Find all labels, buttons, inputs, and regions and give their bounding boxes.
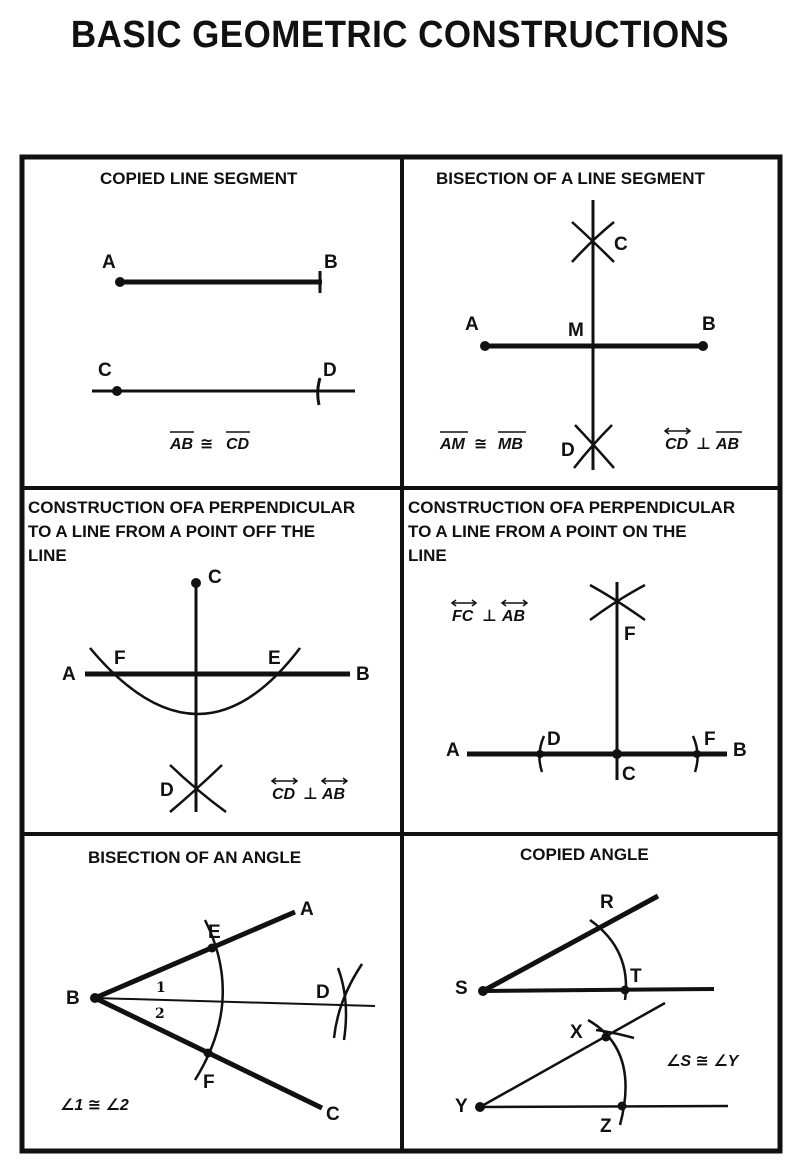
label-s: S (455, 978, 468, 999)
label-a: A (446, 740, 460, 761)
ray-yz (480, 1106, 728, 1107)
label-t: T (630, 966, 642, 987)
relation-left: AM (440, 436, 465, 453)
point-c-dot (112, 386, 122, 396)
label-r: R (600, 892, 614, 913)
relation-right: AB (322, 786, 346, 803)
relation-fc-perp-ab (452, 600, 527, 625)
label-c: C (208, 567, 222, 588)
panel-perp-off-line (28, 498, 370, 812)
panel-heading: COPIED ANGLE (520, 845, 649, 864)
panel-copied-angle (455, 845, 740, 1137)
angle-number-1: 1 (156, 980, 166, 996)
page-title: BASIC GEOMETRIC CONSTRUCTIONS (70, 14, 730, 56)
point-c-dot (612, 749, 622, 759)
relation-left: CD (665, 436, 689, 453)
label-e: E (268, 648, 281, 669)
relation-right: CD (226, 436, 250, 453)
relation-cd-perp-ab (272, 778, 347, 803)
label-e: E (208, 922, 221, 943)
label-f-top: F (624, 624, 636, 645)
relation-right: MB (498, 436, 523, 453)
label-b: B (66, 988, 80, 1009)
label-z: Z (600, 1116, 612, 1137)
panel-grid (22, 157, 780, 1151)
label-a: A (465, 314, 479, 335)
label-a: A (102, 252, 116, 273)
relation-op: ≅ (200, 436, 214, 453)
relation-angles: ∠S ≅ ∠Y (666, 1053, 739, 1070)
panel-heading-line-2: TO A LINE FROM A POINT OFF THE (28, 522, 316, 541)
relation-ab-cd (169, 432, 250, 453)
label-d: D (323, 360, 337, 381)
point-b-dot (698, 341, 708, 351)
label-b: B (324, 252, 338, 273)
label-a: A (62, 664, 76, 685)
label-b: B (733, 740, 747, 761)
relation-am-mb (439, 432, 526, 453)
ray-ba (95, 912, 295, 998)
label-f: F (114, 648, 126, 669)
relation-op: ⊥ (303, 786, 318, 803)
relation-op: ≅ (474, 436, 488, 453)
panel-bisect-segment (436, 169, 742, 470)
label-y: Y (455, 1096, 468, 1117)
panel-heading-line-3: LINE (28, 546, 67, 565)
panel-perp-on-line (408, 498, 747, 785)
label-d: D (316, 982, 330, 1003)
panel-heading-line-1: CONSTRUCTION OFA PERPENDICULAR (28, 498, 356, 517)
point-a-dot (480, 341, 490, 351)
relation-op: ⊥ (482, 608, 497, 625)
relation-left: FC (452, 608, 474, 625)
panel-bisect-angle (60, 848, 375, 1125)
panel-heading: BISECTION OF AN ANGLE (88, 848, 302, 867)
label-x: X (570, 1022, 583, 1043)
panel-heading: BISECTION OF A LINE SEGMENT (436, 169, 705, 188)
ray-yx (480, 1003, 665, 1107)
panel-copied-segment (92, 169, 355, 453)
relation-op: ⊥ (696, 436, 711, 453)
label-c: C (98, 360, 112, 381)
label-d: D (547, 729, 561, 750)
point-a-dot (115, 277, 125, 287)
panel-heading-line-2: TO A LINE FROM A POINT ON THE (408, 522, 687, 541)
label-m: M (568, 320, 584, 341)
label-d: D (160, 780, 174, 801)
panel-heading-line-3: LINE (408, 546, 447, 565)
point-b-dot (90, 993, 100, 1003)
bisector-bd (95, 998, 375, 1006)
arc-d-2 (334, 964, 362, 1038)
label-f: F (203, 1072, 215, 1093)
panel-heading-line-1: CONSTRUCTION OFA PERPENDICULAR (408, 498, 736, 517)
label-c: C (622, 764, 636, 785)
label-f-right: F (704, 729, 716, 750)
ray-st (483, 989, 714, 991)
relation-angles: ∠1 ≅ ∠2 (60, 1097, 129, 1114)
label-a: A (300, 899, 314, 920)
label-b: B (356, 664, 370, 685)
label-c: C (326, 1104, 340, 1125)
point-y-dot (475, 1102, 485, 1112)
label-c: C (614, 234, 628, 255)
angle-number-2: 2 (155, 1006, 165, 1022)
label-d: D (561, 440, 575, 461)
relation-left: CD (272, 786, 296, 803)
relation-cd-perp-ab (665, 428, 742, 453)
point-c-dot (191, 578, 201, 588)
label-b: B (702, 314, 716, 335)
point-s-dot (478, 986, 488, 996)
relation-right: AB (716, 436, 740, 453)
relation-right: AB (502, 608, 526, 625)
panel-heading: COPIED LINE SEGMENT (100, 169, 298, 188)
relation-left: AB (170, 436, 194, 453)
